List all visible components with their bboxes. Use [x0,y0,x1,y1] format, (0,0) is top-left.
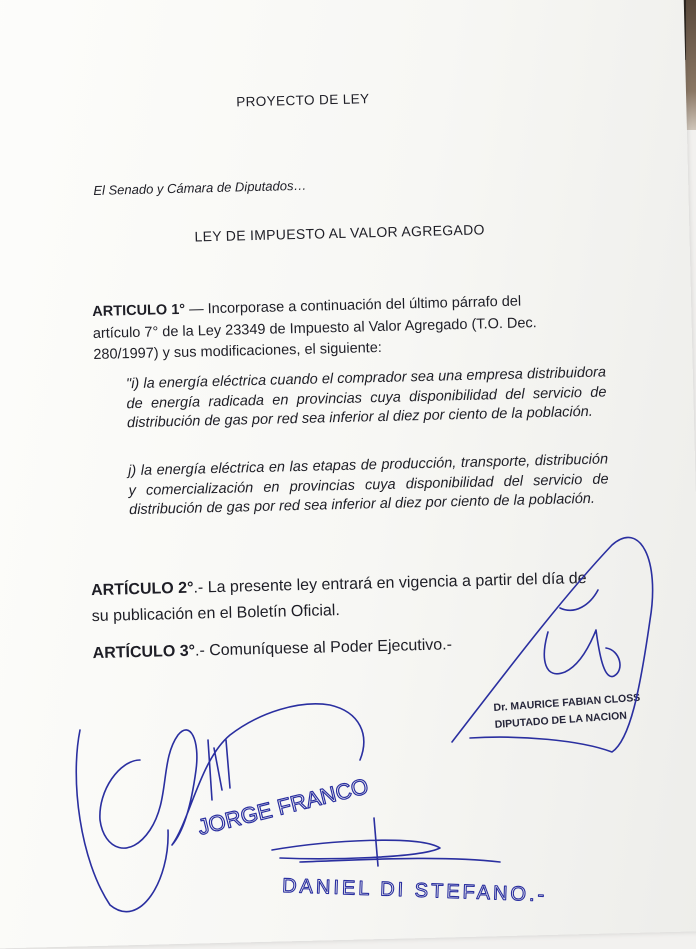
signature-jorge-franco: JORGE FRANCO [195,773,371,840]
greeting-line: El Senado y Cámara de Diputados… [93,177,307,198]
document-header: PROYECTO DE LEY [236,91,370,110]
article-1-line-2: artículo 7° de la Ley 23349 de Impuesto al Valor Agregado (T.O. Dec. [92,315,537,342]
stamp-name: Dr. MAURICE FABIAN CLOSS [493,691,641,714]
article-2-text-1: .- La presente ley entrará en vigencia a partir del día de [193,570,587,597]
article-1-label: ARTICULO 1° [92,301,186,321]
article-1-item-j: j) la energía eléctrica en las etapas de producción, transporte, distribución y comercialización en provincias cuya disponibilidad del servicio de distribución de gas por red sea inferior al diez por ciento de la población. [128,451,609,519]
article-3-label: ARTÍCULO 3° [92,642,196,663]
article-1-item-i: "i) la energía eléctrica cuando el comprador sea una empresa distribuidora de energía radicada en provincias cuya disponibilidad del servicio de distribución de gas por red sea inferior al diez por ciento de la población. [125,364,607,432]
article-1-line-3: 280/1997) y sus modificaciones, el siguiente: [93,339,383,363]
article-2-line-2: su publicación en el Boletín Oficial. [91,602,341,626]
article-3-line [92,634,452,665]
law-title: LEY DE IMPUESTO AL VALOR AGREGADO [194,221,485,245]
stamp-title: DIPUTADO DE LA NACION [494,709,628,731]
article-1-text-1: — Incorporase a continuación del último párrafo del [184,293,522,318]
article-3-text: .- Comuníquese al Poder Ejecutivo.- [194,636,453,660]
article-2-line-1 [91,568,587,602]
article-2-label: ARTÍCULO 2° [90,579,194,600]
signature-daniel-di-stefano: DANIEL DI STEFANO.- [281,875,548,907]
